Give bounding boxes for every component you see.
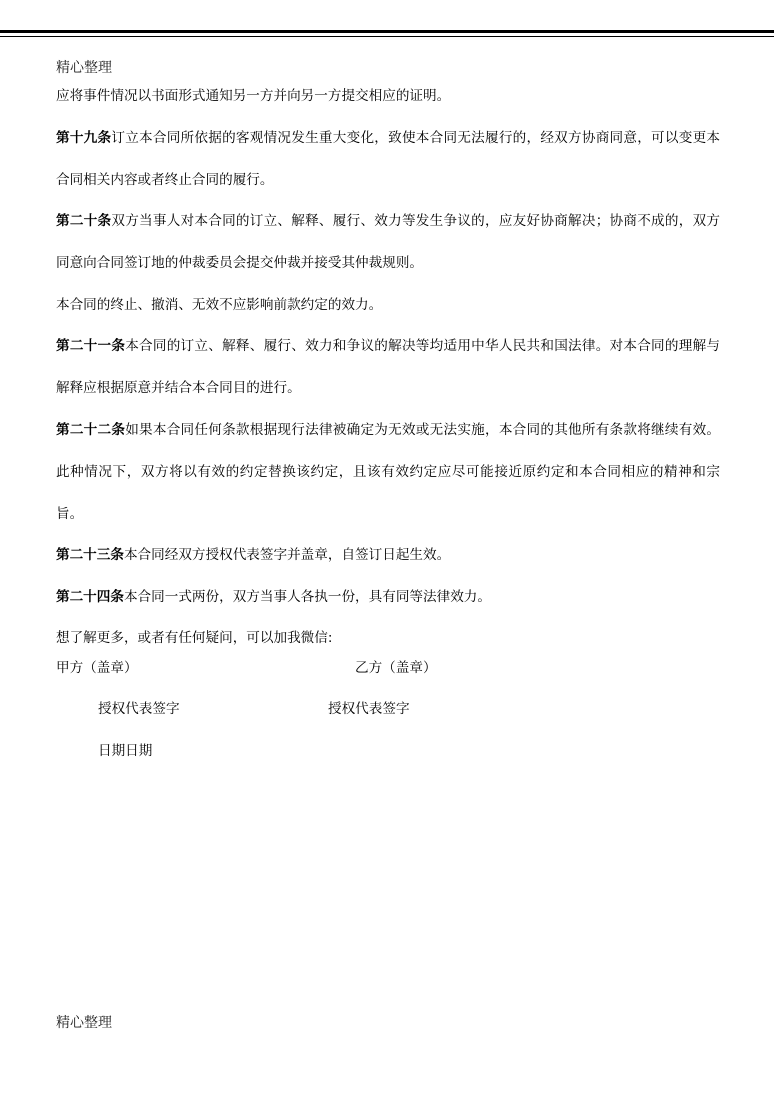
article-number: 第十九条 xyxy=(56,129,112,146)
article-23 xyxy=(56,545,720,565)
contract-body xyxy=(56,86,720,670)
article-text: 本合同经双方授权代表签字并盖章，自签订日起生效。 xyxy=(123,547,451,563)
article-text: 双方当事人对本合同的订立、解释、履行、效力等发生争议的，应友好协商解决；协商不成的，双方同意向合同签订地的仲裁委员会提交仲裁并接受其仲裁规则。 xyxy=(56,213,721,271)
paragraph-text: 本合同的终止、撤消、无效不应影响前款约定的效力。 xyxy=(56,296,383,313)
date-label: 日期日期 xyxy=(98,743,153,759)
article-text: 如果本合同任何条款根据现行法律被确定为无效或无法实施，本合同的其他所有条款将继续有效。此种情况下，双方将以有效的约定替换该约定，且该有效约定应尽可能接近原约定和本合同相应的精神和宗旨。 xyxy=(56,421,721,522)
article-number: 第二十四条 xyxy=(56,588,124,605)
paragraph-text: 想了解更多，或者有任何疑问，可以加我微信: xyxy=(56,630,333,646)
article-number: 第二十三条 xyxy=(56,547,124,563)
paragraph xyxy=(56,628,720,648)
party-a-seal-label: 甲方（盖章） xyxy=(56,660,138,676)
paragraph xyxy=(56,86,720,106)
header-rule-thick xyxy=(0,30,774,33)
party-a-rep-signature-label: 授权代表签字 xyxy=(98,701,180,717)
article-number: 第二十条 xyxy=(56,213,112,229)
article-number: 第二十一条 xyxy=(56,338,126,354)
party-b-rep-signature-label: 授权代表签字 xyxy=(328,701,410,717)
article-number: 第二十二条 xyxy=(56,421,126,438)
paragraph-text: 应将事件情况以书面形式通知另一方并向另一方提交相应的证明。 xyxy=(56,88,451,104)
article-text: 本合同一式两份，双方当事人各执一份，具有同等法律效力。 xyxy=(123,588,491,605)
article-22 xyxy=(56,409,720,535)
article-24 xyxy=(56,587,720,607)
article-text: 本合同的订立、解释、履行、效力和争议的解决等均适用中华人民共和国法律。对本合同的理解与解释应根据原意并结合本合同目的进行。 xyxy=(56,338,721,396)
page-header-label: 精心整理 xyxy=(56,60,112,76)
article-text: 订立本合同所依据的客观情况发生重大变化，致使本合同无法履行的，经双方协商同意，可以变更本合同相关内容或者终止合同的履行。 xyxy=(56,129,721,188)
article-20 xyxy=(56,200,720,284)
page-footer-label: 精心整理 xyxy=(56,1015,112,1031)
article-19 xyxy=(56,117,720,201)
article-21 xyxy=(56,325,720,409)
header-rule-thin xyxy=(0,36,774,37)
party-b-seal-label: 乙方（盖章） xyxy=(355,660,437,676)
paragraph xyxy=(56,295,720,315)
